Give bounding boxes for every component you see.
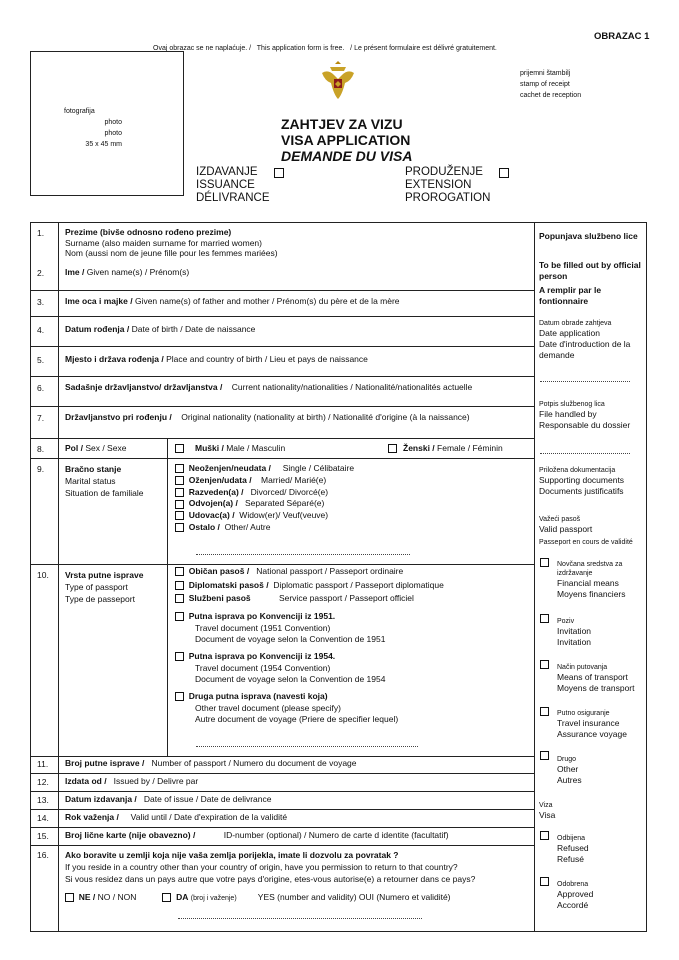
sex-female-checkbox[interactable] [388,444,397,453]
permit-number-field[interactable] [178,917,422,919]
passport-option-1954[interactable]: Putna isprava po Konvenciji iz 1954. Travel document (1954 Convention) Document de voyage selon la Convention de 1954 [175,651,385,686]
row-number: 6. [37,383,45,393]
checkbox[interactable] [175,581,184,590]
coat-of-arms-icon [320,59,356,106]
official-date-application: Datum obrade zahtjeva Date application Date d'introduction de la demande [539,320,631,360]
row-number: 14. [37,813,49,823]
official-valid-passport: Važeći pasoš Valid passport Passeport en cours de validité [539,516,633,546]
official-invitation: Poziv Invitation Invitation [557,618,592,647]
row-number: 8. [37,444,45,454]
checkbox[interactable] [175,500,184,509]
marital-option[interactable]: Neoženjen/neudata / Single / Célibataire [175,463,354,475]
marital-option[interactable]: Udovac(a) / Widow(er)/ Veuf(veuve) [175,510,354,522]
field-passport-type-label: Vrsta putne isprave Type of passport Type de passeport [65,570,144,604]
permit-yes-checkbox[interactable] [162,893,171,902]
photo-label: fotografija photo photo 35 x 45 mm [64,108,122,148]
row-number: 9. [37,464,45,474]
passport-option[interactable]: Običan pasoš / National passport / Passeport ordinaire [175,565,444,579]
stamp-receipt: prijemni štambilj stamp of receipt cachet de reception [520,70,582,99]
title-me: ZAHTJEV ZA VIZU [281,116,403,132]
official-means-checkbox[interactable] [540,558,549,567]
official-insurance: Putno osiguranje Travel insurance Assurance voyage [557,710,627,739]
form-number: OBRAZAC 1 [594,31,650,42]
passport-other-field[interactable] [196,745,418,747]
field-issued-by[interactable]: Izdata od / Issued by / Delivre par [65,776,199,786]
field-place-of-birth[interactable]: Mjesto i država rođenja / Place and country of birth / Lieu et pays de naissance [65,354,368,364]
official-visa: Viza Visa [539,802,556,820]
field-parents-names[interactable]: Ime oca i majke / Given name(s) of father and mother / Prénom(s) du père et de la mère [65,296,400,306]
official-transport-checkbox[interactable] [540,660,549,669]
row-number: 15. [37,831,49,841]
title-fr: DEMANDE DU VISA [281,148,413,164]
checkbox[interactable] [175,464,184,473]
field-passport-number[interactable]: Broj putne isprave / Number of passport / Numero du document de voyage [65,758,357,768]
field-given-name[interactable]: Ime / Given name(s) / Prénom(s) [65,267,190,277]
marital-option[interactable]: Odvojen(a) / Separated Séparé(e) [175,498,354,510]
sex-male-checkbox[interactable] [175,444,184,453]
checkbox[interactable] [175,594,184,603]
row-number: 11. [37,759,49,769]
checkbox[interactable] [175,692,184,701]
field-date-of-birth[interactable]: Datum rođenja / Date of birth / Date de naissance [65,324,256,334]
row-number: 3. [37,297,45,307]
official-approved: Odobrena Approved Accordé [557,881,594,910]
checkbox[interactable] [175,476,184,485]
official-signature-field[interactable] [540,452,630,454]
official-invitation-checkbox[interactable] [540,614,549,623]
title-en: VISA APPLICATION [281,132,411,148]
issuance-checkbox[interactable] [274,168,284,178]
passport-option-other[interactable]: Druga putna isprava (navesti koja) Other travel document (please specify) Autre document de voyage (Priere de specifier lequel) [175,691,398,726]
marital-status-options [175,463,354,534]
official-insurance-checkbox[interactable] [540,707,549,716]
row-number: 10. [37,570,49,580]
field-current-nationality[interactable]: Sadašnje državljanstvo/ državljanstva / Current nationality/nationalities / Nationalité/nationalités actuelle [65,382,473,392]
free-notice: Ovaj obrazac se ne naplaćuje. / This application form is free. / Le présent formulaire est délivré gratuitement. [153,45,497,52]
marital-option[interactable]: Razveden(a) / Divorced/ Divorcé(e) [175,487,354,499]
official-heading-me: Popunjava službeno lice [539,231,638,241]
field-marital-status-label: Bračno stanje Marital status Situation de familiale [65,464,144,498]
extension-checkbox[interactable] [499,168,509,178]
field-surname[interactable]: Prezime (bivše odnosno rođeno prezime) Surname (also maiden surname for married women) Nom (aussi nom de jeune fille pour les femmes mariées) [65,227,278,258]
row-number: 4. [37,325,45,335]
field-date-of-issue[interactable]: Datum izdavanja / Date of issue / Date de delivrance [65,794,272,804]
official-approved-checkbox[interactable] [540,877,549,886]
marital-option[interactable]: Oženjen/udata / Married/ Marié(e) [175,475,354,487]
row-number: 1. [37,228,45,238]
checkbox[interactable] [175,523,184,532]
official-date-field[interactable] [540,380,630,382]
marital-option[interactable]: Ostalo / Other/ Autre [175,522,354,534]
row-number: 12. [37,777,49,787]
official-handled-by: Potpis službenog lica File handled by Responsable du dossier [539,401,631,430]
official-other: Drugo Other Autres [557,756,582,785]
official-other-checkbox[interactable] [540,751,549,760]
checkbox[interactable] [175,511,184,520]
official-refused: Odbijena Refused Refusé [557,835,589,864]
field-id-number[interactable]: Broj lične karte (nije obavezno) / ID-number (optional) / Numero de carte d identite (facultatif) [65,830,449,840]
row-number: 16. [37,850,49,860]
permit-no-checkbox[interactable] [65,893,74,902]
row-number: 13. [37,795,49,805]
field-valid-until[interactable]: Rok važenja / Valid until / Date d'expiration de la validité [65,812,288,822]
row-number: 2. [37,268,45,278]
marital-other-field[interactable] [196,553,410,555]
official-supporting-docs: Priložena dokumentacija Supporting documents Documents justificatifs [539,467,625,496]
official-transport: Način putovanja Means of transport Moyens de transport [557,664,635,693]
extension-label: PRODUŽENJE EXTENSION PROROGATION [405,166,491,204]
sex-male-label: Muški / Male / Masculin [195,443,286,453]
official-financial-means: Novčana sredstva za izdržavanje Financial means Moyens financiers [557,561,626,599]
checkbox[interactable] [175,567,184,576]
photo-box[interactable] [30,51,184,196]
field-residence-permit: Ako boravite u zemlji koja nije vaša zemlja porijekla, imate li dozvolu za povratak ? If you reside in a country other than your country of origin, have you permission to return to that country? Si vous residez dans un pays autre que votre pays d'origine, etes-vous autorise(e) a retourner dans ce pays? [65,850,476,884]
checkbox[interactable] [175,488,184,497]
checkbox[interactable] [175,612,184,621]
issuance-label: IZDAVANJE ISSUANCE DÉLIVRANCE [196,166,270,204]
passport-option-1951[interactable]: Putna isprava po Konvenciji iz 1951. Travel document (1951 Convention) Document de voyage selon la Convention de 1951 [175,611,385,646]
sex-female-label: Ženski / Female / Féminin [403,443,503,453]
official-heading-en: To be filled out by official person [539,260,641,281]
passport-option[interactable]: Diplomatski pasoš / Diplomatic passport / Passeport diplomatique [175,579,444,593]
row-number: 5. [37,355,45,365]
official-refused-checkbox[interactable] [540,831,549,840]
field-original-nationality[interactable]: Državljanstvo pri rođenju / Original nationality (nationality at birth) / Nationalité d'origine (à la naissance) [65,412,470,422]
official-heading-fr: A remplir par le fontionnaire [539,285,602,306]
passport-type-options [175,565,444,606]
field-sex-label: Pol / Sex / Sexe [65,443,127,453]
passport-option[interactable]: Službeni pasoš Service passport / Passeport officiel [175,592,444,606]
checkbox[interactable] [175,652,184,661]
row-number: 7. [37,413,45,423]
permit-answer: NE / NO / NON DA (broj i važenje) YES (number and validity) OUI (Numero et validité) [65,892,451,903]
